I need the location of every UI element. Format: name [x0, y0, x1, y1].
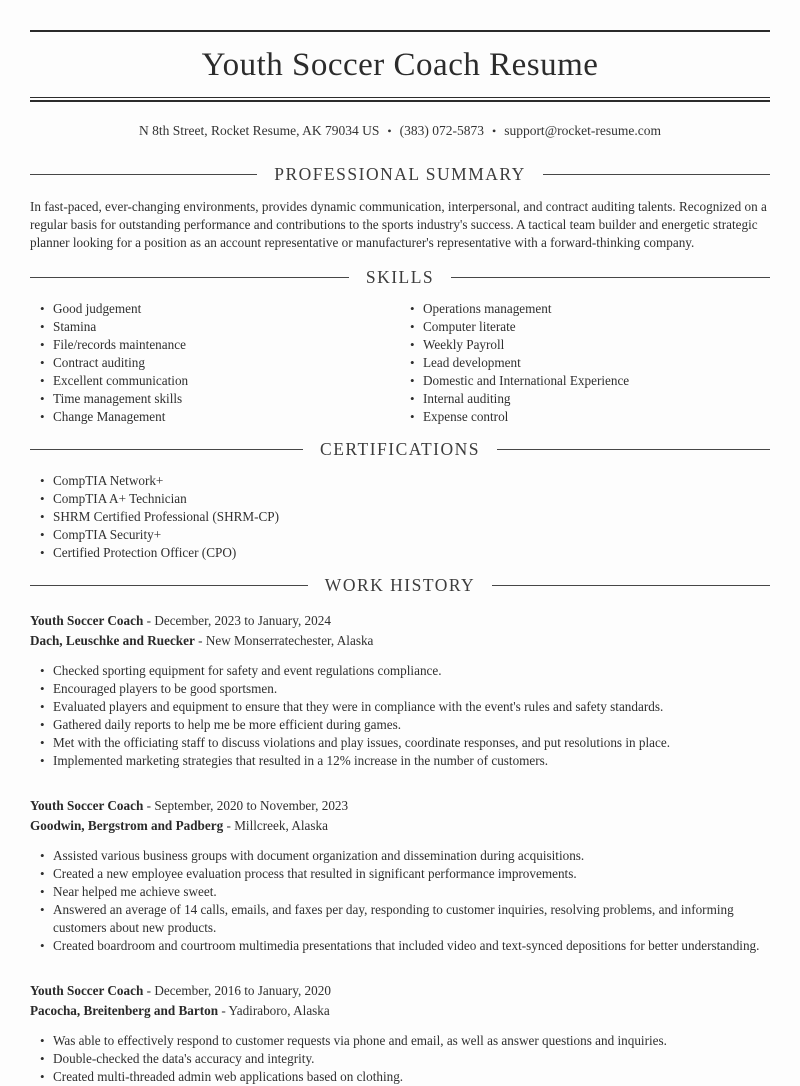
skill-item: • File/records maintenance — [30, 336, 400, 354]
job-bullet: • Created multi-threaded admin web applications based on clothing. — [30, 1068, 770, 1086]
section-skills — [30, 265, 770, 426]
job-company: Pacocha, Breitenberg and Barton — [30, 1003, 219, 1019]
heading-rule-right — [543, 174, 770, 175]
job-bullet: • Implemented marketing strategies that resulted in a 12% increase in the number of customers. — [30, 752, 770, 770]
job-dates: December, 2016 to January, 2020 — [154, 983, 331, 999]
job-bullets — [30, 662, 770, 770]
section-heading: PROFESSIONAL SUMMARY — [274, 164, 526, 184]
skills-column-left — [30, 300, 400, 426]
heading-rule-left — [30, 585, 308, 586]
job-separator: - — [194, 633, 206, 649]
resume-page — [0, 30, 800, 1085]
heading-rule-right — [492, 585, 770, 586]
certification-item: • SHRM Certified Professional (SHRM-CP) — [30, 508, 770, 526]
job-location: Millcreek, Alaska — [234, 818, 328, 834]
section-heading-row — [30, 573, 770, 597]
skill-item: • Excellent communication — [30, 372, 400, 390]
job-dates: December, 2023 to January, 2024 — [154, 613, 331, 629]
bullet-separator: • — [491, 124, 497, 138]
job-separator: - — [223, 818, 235, 834]
section-heading: WORK HISTORY — [324, 575, 476, 596]
job-bullet: • Evaluated players and equipment to ensure that they were in compliance with the event's rules and safety standards. — [30, 698, 770, 716]
skill-item: • Time management skills — [30, 390, 400, 408]
section-heading: CERTIFICATIONS — [320, 439, 480, 460]
job-title-line — [30, 796, 770, 816]
section-work-history — [30, 573, 770, 1086]
job-company: Dach, Leuschke and Ruecker — [30, 633, 195, 649]
heading-rule-right — [497, 449, 770, 450]
job-title: Youth Soccer Coach — [30, 983, 144, 999]
heading-rule-left — [30, 449, 303, 450]
certification-item: • Certified Protection Officer (CPO) — [30, 544, 770, 562]
job-bullet: • Met with the officiating staff to discuss violations and play issues, coordinate responses, and put resolutions in place. — [30, 734, 770, 752]
job-entry — [30, 611, 770, 770]
job-bullet: • Created boardroom and courtroom multimedia presentations that included video and text-synced depositions for better understanding. — [30, 937, 770, 955]
certification-item: • CompTIA Network+ — [30, 472, 770, 490]
job-title: Youth Soccer Coach — [30, 613, 144, 629]
job-location: Yadiraboro, Alaska — [228, 1003, 330, 1019]
job-title-line — [30, 981, 770, 1001]
job-location: New Monserratechester, Alaska — [205, 633, 374, 649]
heading-rule-right — [451, 277, 770, 278]
job-dates: September, 2020 to November, 2023 — [154, 798, 349, 814]
job-bullet: • Double-checked the data's accuracy and integrity. — [30, 1050, 770, 1068]
page-title: Youth Soccer Coach Resume — [201, 47, 599, 83]
skill-item: • Weekly Payroll — [400, 336, 770, 354]
contact-line — [30, 122, 770, 140]
job-entry — [30, 981, 770, 1086]
job-separator: - — [143, 983, 155, 999]
top-rule — [30, 30, 770, 32]
contact-phone: (383) 072-5873 — [399, 123, 484, 138]
job-separator: - — [218, 1003, 229, 1019]
job-separator: - — [143, 798, 155, 814]
section-heading-row — [30, 437, 770, 461]
job-bullet: • Answered an average of 14 calls, emails, and faxes per day, responding to customer inquiries, resolving problems, and informing customers about new products. — [30, 901, 770, 937]
job-company-line — [30, 631, 770, 651]
section-heading-row — [30, 265, 770, 289]
skill-item: • Good judgement — [30, 300, 400, 318]
job-separator: - — [143, 613, 155, 629]
skills-columns — [30, 289, 770, 426]
section-heading: SKILLS — [365, 267, 435, 288]
contact-address: N 8th Street, Rocket Resume, AK 79034 US — [139, 123, 380, 138]
summary-text: In fast-paced, ever-changing environments, provides dynamic communication, interpersonal, and contract auditing talents. Recognized on a regular basis for outstanding performance and contributions to the sports industry's success. A tactical team builder and energetic strategic planner looking for a position as an account representative or manufacturer's representative with a forward-thinking company. — [30, 199, 767, 250]
title-double-rule — [30, 97, 770, 102]
skill-item: • Operations management — [400, 300, 770, 318]
heading-rule-left — [30, 174, 257, 175]
job-company: Goodwin, Bergstrom and Padberg — [30, 818, 224, 834]
section-heading-row — [30, 162, 770, 186]
job-title-line — [30, 611, 770, 631]
job-bullet: • Assisted various business groups with document organization and dissemination during acquisitions. — [30, 847, 770, 865]
job-bullets — [30, 847, 770, 955]
section-certifications — [30, 437, 770, 562]
skill-item: • Stamina — [30, 318, 400, 336]
skill-item: • Change Management — [30, 408, 400, 426]
certification-item: • CompTIA Security+ — [30, 526, 770, 544]
job-bullets — [30, 1032, 770, 1086]
heading-rule-left — [30, 277, 349, 278]
job-bullet: • Created a new employee evaluation process that resulted in significant performance improvements. — [30, 865, 770, 883]
section-professional-summary — [30, 162, 770, 252]
job-bullet: • Checked sporting equipment for safety and event regulations compliance. — [30, 662, 770, 680]
contact-email: support@rocket-resume.com — [504, 123, 661, 138]
skill-item: • Computer literate — [400, 318, 770, 336]
certification-item: • CompTIA A+ Technician — [30, 490, 770, 508]
job-bullet: • Near helped me achieve sweet. — [30, 883, 770, 901]
bullet-separator: • — [387, 124, 392, 138]
skill-item: • Expense control — [400, 408, 770, 426]
job-bullet: • Encouraged players to be good sportsmen. — [30, 680, 770, 698]
job-title: Youth Soccer Coach — [30, 798, 144, 814]
job-bullet: • Gathered daily reports to help me be more efficient during games. — [30, 716, 770, 734]
skill-item: • Lead development — [400, 354, 770, 372]
job-entry — [30, 796, 770, 955]
job-bullet: • Was able to effectively respond to customer requests via phone and email, as well as answer questions and inquiries. — [30, 1032, 770, 1050]
job-company-line — [30, 1001, 770, 1021]
skill-item: • Contract auditing — [30, 354, 400, 372]
certifications-list — [30, 472, 770, 562]
job-company-line — [30, 816, 770, 836]
skills-column-right — [400, 300, 770, 426]
skill-item: • Domestic and International Experience — [400, 372, 770, 390]
skill-item: • Internal auditing — [400, 390, 770, 408]
